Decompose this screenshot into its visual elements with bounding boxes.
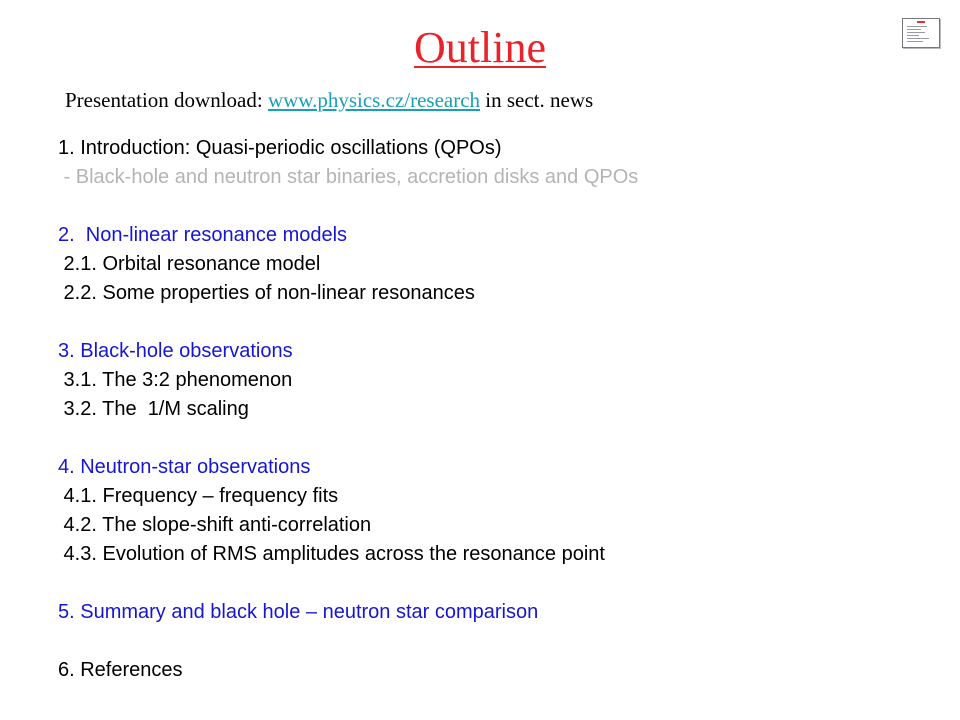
section-3-title: 3. Black-hole observations	[58, 340, 293, 362]
outline-list	[58, 134, 638, 685]
section-1-subtitle: - Black-hole and neutron star binaries, accretion disks and QPOs	[58, 166, 639, 188]
section-4-2: 4.2. The slope-shift anti-correlation	[58, 514, 372, 536]
section-2-2: 2.2. Some properties of non-linear resonances	[58, 282, 475, 304]
slide-title: Outline	[414, 23, 546, 72]
section-3-2: 3.2. The 1/M scaling	[58, 398, 249, 420]
slide-thumbnail-icon[interactable]	[902, 18, 940, 48]
download-suffix: in sect. news	[480, 88, 594, 112]
section-1-title: 1. Introduction: Quasi-periodic oscillations (QPOs)	[58, 137, 502, 159]
download-link[interactable]: www.physics.cz/research	[267, 88, 481, 112]
download-prefix: Presentation download:	[65, 88, 268, 112]
section-2-1: 2.1. Orbital resonance model	[58, 253, 321, 275]
section-4-1: 4.1. Frequency – frequency fits	[58, 485, 339, 507]
section-4-3: 4.3. Evolution of RMS amplitudes across the resonance point	[58, 543, 605, 565]
section-3-1: 3.1. The 3:2 phenomenon	[58, 369, 293, 391]
section-2-title: 2. Non-linear resonance models	[58, 224, 348, 246]
section-4-title: 4. Neutron-star observations	[58, 456, 311, 478]
section-6-title: 6. References	[58, 659, 183, 681]
presentation-download-line	[65, 86, 593, 114]
section-5-title: 5. Summary and black hole – neutron star comparison	[58, 601, 539, 623]
